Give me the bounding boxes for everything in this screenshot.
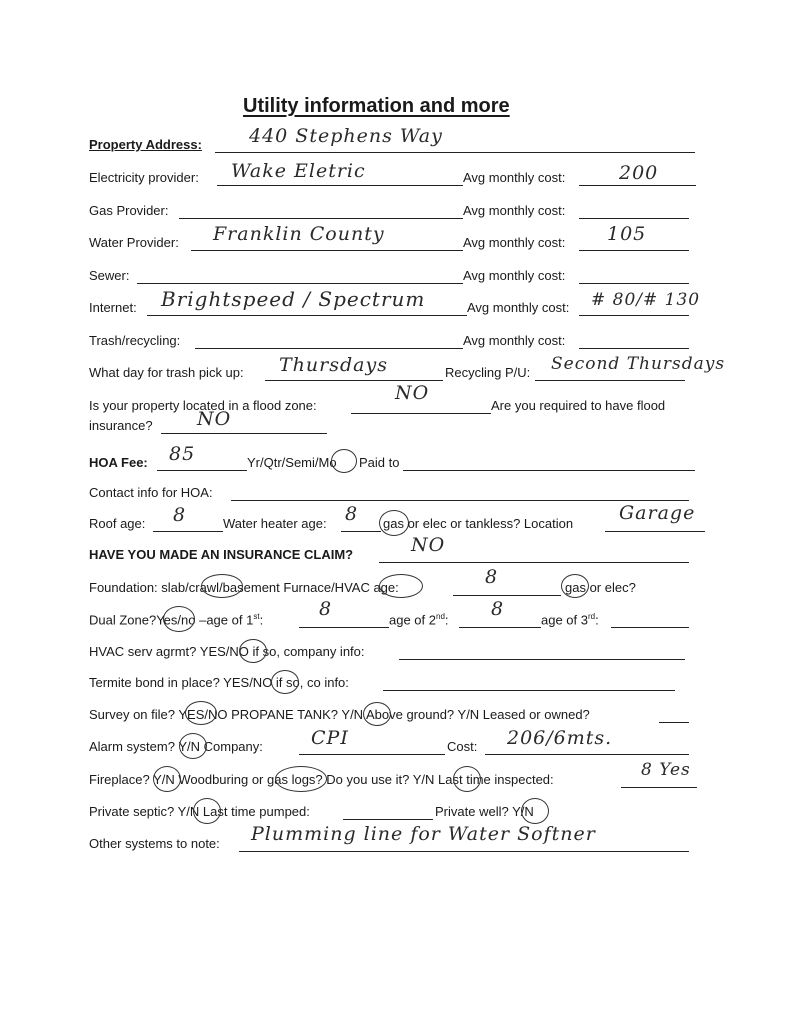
fireplace-row (89, 760, 729, 790)
use-it-circle (453, 766, 481, 792)
trash-day-value[interactable]: Thursdays (279, 354, 388, 376)
age2-colon: : (444, 612, 449, 628)
water-line (191, 250, 463, 251)
roof-row (89, 502, 729, 534)
termite-row (89, 671, 709, 693)
roof-line (153, 531, 223, 532)
foundation-type-label: gas or elec? (565, 580, 636, 595)
gas-line (179, 218, 463, 219)
termite-line (383, 690, 675, 691)
flood-required-label: Are you required to have flood (491, 398, 666, 413)
insurance-claim-value[interactable]: NO (411, 534, 446, 556)
hoa-paid-line (403, 470, 695, 471)
other-row (89, 823, 729, 854)
property-address-value[interactable]: 440 Stephens Way (249, 125, 443, 147)
internet-cost-value[interactable]: # 80/# 130 (591, 290, 701, 310)
heater-line (341, 531, 381, 532)
alarm-cost-label: Cost: (447, 739, 478, 754)
age1-value[interactable]: 8 (319, 598, 333, 620)
internet-line (147, 315, 467, 316)
other-value[interactable]: Plumming line for Water Softner (251, 823, 596, 845)
electricity-line (217, 185, 463, 186)
property-address-line (215, 152, 695, 153)
inspected-line (621, 787, 697, 788)
sewer-cost-line (579, 283, 689, 284)
alarm-company-value[interactable]: CPI (311, 727, 349, 749)
age3-colon: : (595, 612, 599, 628)
water-cost-line (579, 250, 689, 251)
other-line (239, 851, 689, 852)
electricity-row (89, 160, 709, 188)
insurance-claim-row (89, 534, 709, 565)
age3-sup: rd (588, 612, 596, 621)
alarm-row (89, 727, 709, 757)
septic-label: Private septic? Y/N Last time pumped: (89, 804, 310, 819)
heater-type-label: gas or elec or tankless? Location (383, 516, 574, 531)
trash-day-label: What day for trash pick up: (89, 365, 244, 380)
dual-zone-colon1: : (259, 612, 264, 628)
flood-insurance-value[interactable]: NO (197, 408, 232, 430)
trash-label: Trash/recycling: (89, 333, 181, 348)
age2-line (459, 627, 541, 628)
alarm-y-circle (179, 733, 207, 759)
hvac-serv-row (89, 640, 709, 662)
propane-n-circle (363, 702, 391, 726)
water-row (89, 223, 709, 253)
electricity-cost-line (579, 185, 696, 186)
sewer-line (137, 283, 463, 284)
property-address-row (89, 125, 709, 155)
electricity-label: Electricity provider: (89, 170, 199, 185)
internet-value[interactable]: Brightspeed / Spectrum (161, 287, 426, 311)
foundation-row (89, 566, 709, 598)
fireplace-y-circle (153, 766, 181, 792)
septic-row (89, 800, 709, 822)
age2-text: age of 2 (389, 612, 436, 628)
recycling-value[interactable]: Second Thursdays (551, 354, 726, 374)
property-address-label: Property Address: (89, 137, 202, 152)
crawl-circle (201, 574, 243, 598)
well-label: Private well? Y/N (435, 804, 534, 819)
electricity-cost-label: Avg monthly cost: (463, 170, 566, 185)
electricity-value[interactable]: Wake Eletric (231, 160, 366, 182)
water-cost-label: Avg monthly cost: (463, 235, 566, 250)
septic-n-circle (193, 798, 221, 824)
flood-label: Is your property located in a flood zone: (89, 398, 317, 413)
termite-no-circle (271, 670, 299, 694)
hvac-serv-line (399, 659, 685, 660)
trash-cost-label: Avg monthly cost: (463, 333, 566, 348)
flood-insurance-label: insurance? (89, 418, 153, 433)
water-cost-value[interactable]: 105 (607, 223, 647, 245)
hoa-contact-line (231, 500, 689, 501)
trash-day-row (89, 354, 779, 383)
gas-cost-line (579, 218, 689, 219)
hoa-period-label: Yr/Qtr/Semi/Mo (247, 455, 337, 470)
fireplace-label: Fireplace? Y/N Woodburing or gas logs? Do you use it? Y/N Last time inspected: (89, 772, 554, 787)
alarm-cost-value[interactable]: 206/6mts. (507, 727, 613, 749)
internet-cost-line (579, 315, 689, 316)
insurance-claim-line (379, 562, 689, 563)
water-value[interactable]: Franklin County (213, 223, 385, 245)
hoa-row (89, 443, 709, 473)
hoa-contact-label: Contact info for HOA: (89, 485, 213, 500)
alarm-label: Alarm system? Y/N Company: (89, 739, 263, 754)
sewer-cost-label: Avg monthly cost: (463, 268, 566, 283)
well-n-circle (521, 798, 549, 824)
age2-label (389, 612, 449, 627)
trash-row (89, 329, 709, 351)
mo-circle (331, 449, 357, 473)
leased-line (659, 722, 689, 723)
hvac-serv-label: HVAC serv agrmt? YES/NO if so, company info: (89, 644, 365, 659)
page-title: Utility information and more (243, 95, 510, 117)
internet-label: Internet: (89, 300, 137, 315)
age3-text: age of 3 (541, 612, 588, 628)
foundation-label: Foundation: slab/crawl/basement Furnace/HVAC age: (89, 580, 399, 595)
gas-label: Gas Provider: (89, 203, 169, 218)
alarm-company-line (299, 754, 445, 755)
survey-row (89, 703, 709, 725)
age3-label (541, 612, 599, 627)
age3-line (611, 627, 689, 628)
heater-label: Water heater age: (223, 516, 327, 531)
gas-logs-circle (275, 766, 327, 792)
pumped-line (343, 819, 433, 820)
flood-insurance-row (89, 408, 389, 436)
location-value[interactable]: Garage (619, 502, 696, 524)
internet-cost-label: Avg monthly cost: (467, 300, 570, 315)
yes-survey-circle (185, 701, 217, 725)
sewer-label: Sewer: (89, 268, 130, 283)
trash-day-line (265, 380, 443, 381)
hvac-no-circle (239, 639, 267, 663)
gas-row (89, 199, 709, 221)
survey-label: Survey on file? YES/NO PROPANE TANK? Y/N Above ground? Y/N Leased or owned? (89, 707, 590, 722)
flood-row (89, 382, 709, 416)
furnace-value[interactable]: 8 (485, 566, 499, 588)
trash-line (195, 348, 463, 349)
age2-sup: nd (436, 612, 445, 621)
dual-zone-sup1: st (253, 612, 260, 621)
flood-insurance-line (161, 433, 327, 434)
hvac-circle (379, 574, 423, 598)
gas-cost-label: Avg monthly cost: (463, 203, 566, 218)
hoa-value[interactable]: 85 (169, 443, 196, 465)
yes-circle (163, 606, 195, 632)
hoa-label: HOA Fee: (89, 455, 148, 470)
trash-cost-line (579, 348, 689, 349)
hoa-paid-label: Paid to (359, 455, 400, 470)
roof-value[interactable]: 8 (173, 504, 187, 526)
water-label: Water Provider: (89, 235, 179, 250)
internet-row (89, 287, 729, 318)
location-line (605, 531, 705, 532)
hoa-line (157, 470, 247, 471)
roof-label: Roof age: (89, 516, 146, 531)
dual-zone-row (89, 598, 709, 630)
age2-value[interactable]: 8 (491, 598, 505, 620)
termite-label: Termite bond in place? YES/NO if so, co info: (89, 675, 349, 690)
insurance-claim-label: HAVE YOU MADE AN INSURANCE CLAIM? (89, 547, 354, 562)
age1-line (299, 627, 389, 628)
inspected-value[interactable]: 8 Yes (641, 760, 691, 780)
dual-zone-text: Dual Zone?Yes/no –age of 1 (89, 612, 254, 628)
furnace-line (453, 595, 561, 596)
electricity-cost-value[interactable]: 200 (619, 162, 659, 184)
sewer-row (89, 264, 709, 286)
recycling-line (535, 380, 685, 381)
other-label: Other systems to note: (89, 836, 220, 851)
hoa-contact-row (89, 481, 709, 503)
recycling-label: Recycling P/U: (445, 365, 531, 380)
heater-value[interactable]: 8 (345, 503, 359, 525)
alarm-cost-line (485, 754, 689, 755)
flood-value[interactable]: NO (395, 382, 430, 404)
